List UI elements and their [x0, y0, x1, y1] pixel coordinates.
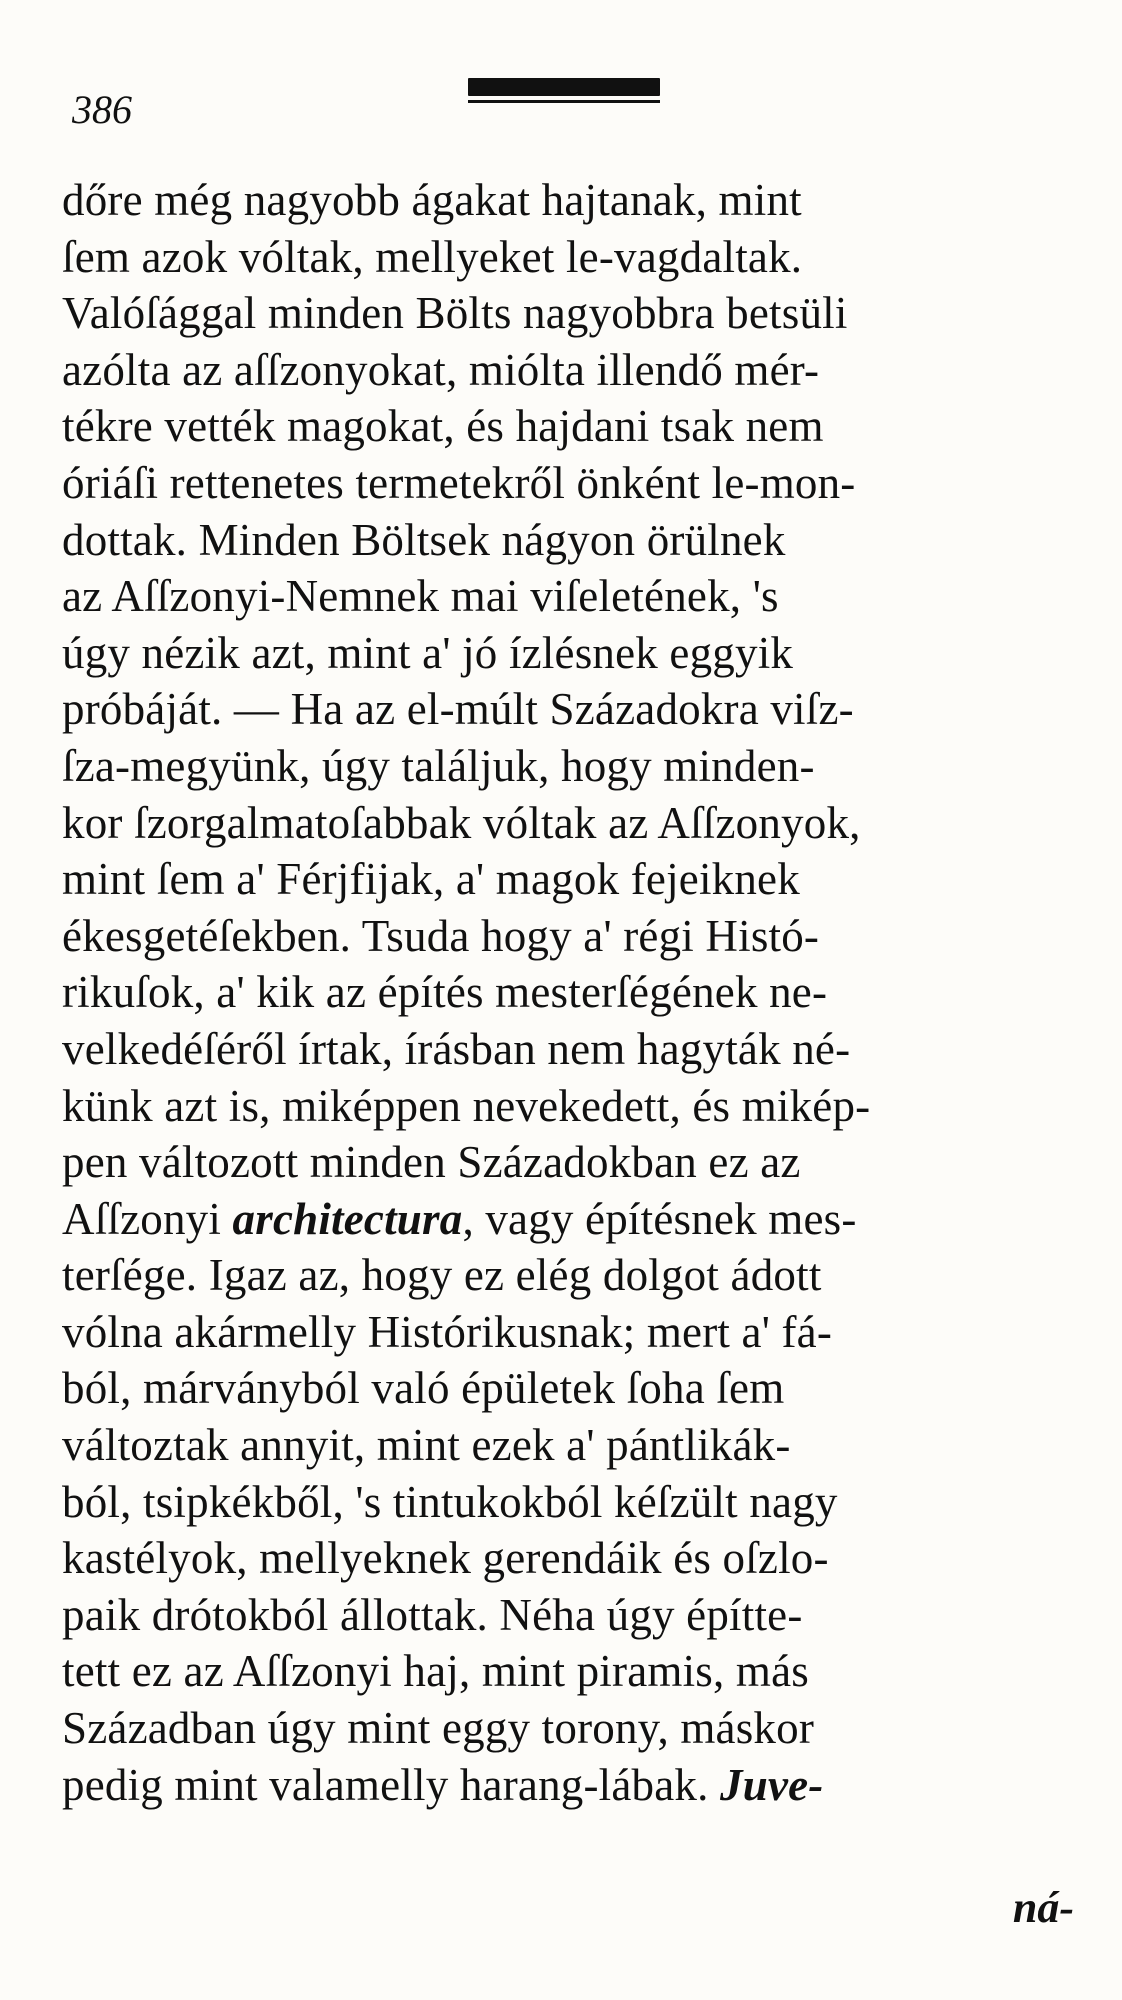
text-line: úgy nézik azt, mint a' jó ízlésnek eggyik	[62, 627, 794, 678]
text-line: változtak annyit, mint ezek a' pántlikák-	[62, 1420, 791, 1471]
text-line: ból, tsipkékből, 's tintukokból kéſzült nagy	[62, 1476, 838, 1527]
text-line: dottak. Minden Böltsek nágyon örülnek	[62, 514, 786, 565]
text-line: terſége. Igaz az, hogy ez elég dolgot ádott	[62, 1250, 822, 1301]
line-segment: pedig mint valamelly harang-lábak.	[62, 1759, 721, 1810]
line-segment: Aſſzonyi	[62, 1193, 233, 1244]
text-line-architectura	[62, 1191, 1072, 1248]
text-line: paik drótokból állottak. Néha úgy építte-	[62, 1589, 803, 1640]
page-number: 386	[72, 87, 132, 132]
header-ornament-rule	[468, 78, 660, 96]
text-line: ékesgetéſekben. Tsuda hogy a' régi Histó-	[62, 910, 820, 961]
text-line: ſem azok vóltak, mellyeket le-vagdaltak.	[62, 231, 803, 282]
text-line: künk azt is, miképpen nevekedett, és mikép-	[62, 1080, 871, 1131]
text-line: Valóſággal minden Bölts nagyobbra betsüli	[62, 288, 848, 339]
text-line: mint ſem a' Férjfijak, a' magok fejeiknek	[62, 854, 800, 905]
text-line: próbáját. — Ha az el-múlt Századokra viſz-	[62, 684, 854, 735]
text-line: óriáſi rettenetes termetekről önként le-mon-	[62, 457, 856, 508]
text-line: kastélyok, mellyeknek gerendáik és oſzlo-	[62, 1533, 829, 1584]
body-text	[62, 172, 1072, 1813]
text-line: Században úgy mint eggy torony, máskor	[62, 1703, 815, 1754]
text-line: az Aſſzonyi-Nemnek mai viſeletének, 's	[62, 571, 779, 622]
text-line: kor ſzorgalmatoſabbak vóltak az Aſſzonyok,	[62, 797, 861, 848]
text-line: pen változott minden Századokban ez az	[62, 1137, 801, 1188]
italic-name: Juve-	[720, 1759, 824, 1810]
text-line: velkedéſéről írtak, írásban nem hagyták né-	[62, 1023, 851, 1074]
text-line: ſza-megyünk, úgy találjuk, hogy minden-	[62, 740, 815, 791]
text-line: azólta az aſſzonyokat, miólta illendő mér-	[62, 344, 820, 395]
text-line: tékre vették magokat, és hajdani tsak nem	[62, 401, 824, 452]
text-line: dőre még nagyobb ágakat hajtanak, mint	[62, 175, 802, 225]
catchword: ná-	[1012, 1883, 1074, 1932]
text-line-last	[62, 1757, 1072, 1814]
text-line: vólna akármelly Histórikusnak; mert a' fá-	[62, 1306, 833, 1357]
header-ornament-thin-rule	[468, 100, 660, 103]
line-segment: , vagy építésnek mes-	[462, 1193, 857, 1244]
text-line: ból, márványból való épületek ſoha ſem	[62, 1363, 785, 1414]
text-line: rikuſok, a' kik az építés mesterſégének ne-	[62, 967, 828, 1018]
italic-term: architectura	[232, 1193, 463, 1244]
text-line: tett ez az Aſſzonyi haj, mint piramis, más	[62, 1646, 809, 1697]
